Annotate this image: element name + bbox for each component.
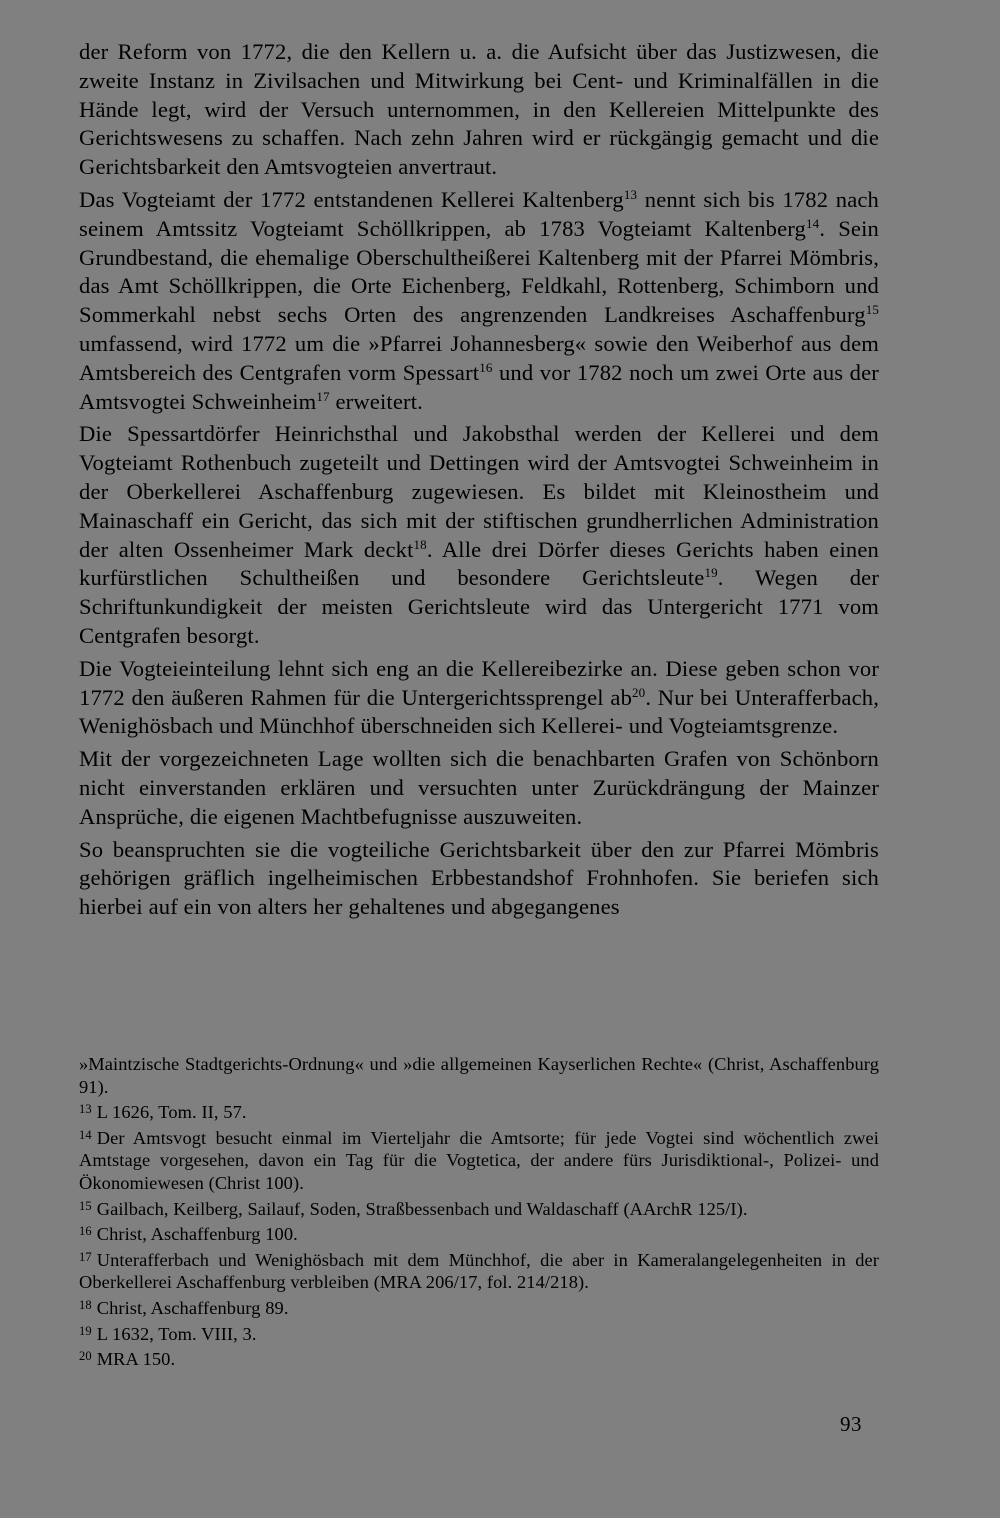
page-number: 93 — [840, 1412, 862, 1436]
footnote-text: »Maintzische Stadtgerichts-Ordnung« und »die allgemeinen Kayserlichen Rechte« (Christ, Aschaffenburg 91). — [79, 1054, 879, 1097]
footnote-number: 14 — [79, 1127, 92, 1142]
footnote-ref: 15 — [865, 302, 879, 318]
footnote-number: 20 — [79, 1349, 92, 1364]
paragraph — [79, 745, 879, 831]
footnote-number: 18 — [79, 1297, 92, 1312]
footnote-number: 15 — [79, 1198, 92, 1213]
text-segment: . Sein Grundbestand, die ehemalige Oberschultheißerei Kaltenberg mit der Pfarrei Mömbris, das Amt Schöllkrippen, die Orte Eichenberg, Feldkahl, Rottenberg, Schimborn und Sommerkahl nebst sechs Orten des angrenzenden Landkreises Aschaffenburg — [79, 215, 879, 328]
paragraph — [79, 655, 879, 741]
footnote — [79, 1053, 879, 1098]
footnote — [79, 1195, 879, 1221]
footnote-ref: 13 — [623, 186, 638, 202]
footnote-text: L 1626, Tom. II, 57. — [96, 1102, 247, 1123]
footnote — [79, 1345, 879, 1371]
footnote-ref: 17 — [316, 388, 330, 404]
paragraph — [79, 836, 879, 922]
text-segment: Mit der vorgezeichneten Lage wollten sich die benachbarten Grafen von Schönborn nicht einverstanden erklären und versuchten unter Zurückdrängung der Mainzer Ansprüche, die eigenen Machtbefugnisse auszuweiten. — [79, 746, 879, 829]
text-segment: . Nur bei Unterafferbach, Wenighösbach und Münchhof überschneiden sich Kellerei- und Vogteiamtsgrenze. — [79, 684, 879, 739]
text-segment: umfassend, wird 1772 um die »Pfarrei Johannesberg« sowie den Weiberhof aus dem Amtsbereich des Centgrafen vorm Spessart — [79, 330, 879, 385]
paragraph — [79, 38, 879, 182]
text-segment: . Wegen der Schriftunkundigkeit der meisten Gerichtsleute wird das Untergericht 1771 vom Centgrafen besorgt. — [79, 565, 879, 648]
footnote-number: 13 — [79, 1102, 92, 1117]
footnote — [79, 1246, 879, 1294]
footnote-ref: 14 — [806, 215, 820, 231]
text-segment: Die Vogteieinteilung lehnt sich eng an die Kellereibezirke an. Diese geben schon vor 1772 den äußeren Rahmen für die Untergerichtssprengel ab — [79, 655, 879, 710]
footnote-ref: 16 — [479, 359, 493, 375]
text-segment: Das Vogteiamt der 1772 entstandenen Kellerei Kaltenberg — [79, 186, 624, 212]
body-text — [79, 38, 879, 926]
footnote — [79, 1098, 879, 1124]
text-segment: nennt sich bis 1782 nach seinem Amtssitz Vogteiamt Schöllkrippen, ab 1783 Vogteiamt Kaltenberg — [79, 186, 880, 241]
footnote-text: Unterafferbach und Wenighösbach mit dem Münchhof, die aber in Kameralangelegenheiten in der Oberkellerei Aschaffenburg verbleiben (MRA 206/17, fol. 214/218). — [79, 1249, 879, 1293]
text-segment: . Alle drei Dörfer dieses Gerichts haben einen kurfürstlichen Schultheißen und besondere Gerichtsleute — [79, 536, 879, 591]
footnotes — [79, 1053, 879, 1371]
text-segment: So beanspruchten sie die vogteiliche Gerichtsbarkeit über den zur Pfarrei Mömbris gehörigen gräflich ingelheimischen Erbbestandshof Frohnhofen. Sie beriefen sich hierbei auf ein von alters her gehaltenes und abgegangenes — [79, 836, 879, 920]
footnote-text: L 1632, Tom. VIII, 3. — [96, 1323, 257, 1344]
paragraph — [79, 420, 879, 650]
footnote — [79, 1294, 879, 1320]
text-segment: der Reform von 1772, die den Kellern u. a. die Aufsicht über das Justizwesen, die zweite Instanz in Zivilsachen und Mitwirkung bei Cent- und Kriminalfällen in die Hände legt, wird der Versuch unternommen, in den Kellereien Mittelpunkte des Gerichtswesens zu schaffen. Nach zehn Jahren wird er rückgängig gemacht und die Gerichtsbarkeit den Amtsvogteien anvertraut. — [79, 39, 879, 180]
text-segment: Die Spessartdörfer Heinrichsthal und Jakobsthal werden der Kellerei und dem Vogteiamt Rothenbuch zugeteilt und Dettingen wird der Amtsvogtei Schweinheim in der Oberkellerei Aschaffenburg zugewiesen. Es bildet mit Kleinostheim und Mainaschaff ein Gericht, das sich mit der stiftischen grundherrlichen Administration der alten Ossenheimer Mark deckt — [79, 421, 879, 562]
footnote-number: 19 — [79, 1323, 92, 1338]
footnote-text: Gailbach, Keilberg, Sailauf, Soden, Straßbessenbach und Waldaschaff (AArchR 125/I). — [96, 1198, 748, 1219]
footnote-text: MRA 150. — [96, 1349, 176, 1370]
footnote-number: 16 — [79, 1224, 92, 1239]
footnote — [79, 1124, 879, 1195]
text-segment: erweitert. — [329, 388, 423, 414]
footnote-ref: 20 — [632, 684, 646, 700]
footnote — [79, 1320, 879, 1346]
footnote-ref: 18 — [413, 536, 427, 552]
footnote — [79, 1220, 879, 1246]
text-segment: und vor 1782 noch um zwei Orte aus der Amtsvogtei Schweinheim — [79, 359, 879, 414]
footnote-text: Christ, Aschaffenburg 100. — [96, 1224, 298, 1245]
footnote-text: Der Amtsvogt besucht einmal im Vierteljahr die Amtsorte; für jede Vogtei sind wöchentlich zwei Amtstage vorgesehen, davon ein Tag für die Vogtetica, der andere fürs Jurisdiktional-, Polizei- und Ökonomiewesen (Christ 100). — [79, 1127, 879, 1193]
footnote-text: Christ, Aschaffenburg 89. — [96, 1297, 289, 1318]
footnote-ref: 19 — [704, 565, 718, 581]
paragraph — [79, 186, 879, 416]
footnote-number: 17 — [79, 1249, 92, 1264]
